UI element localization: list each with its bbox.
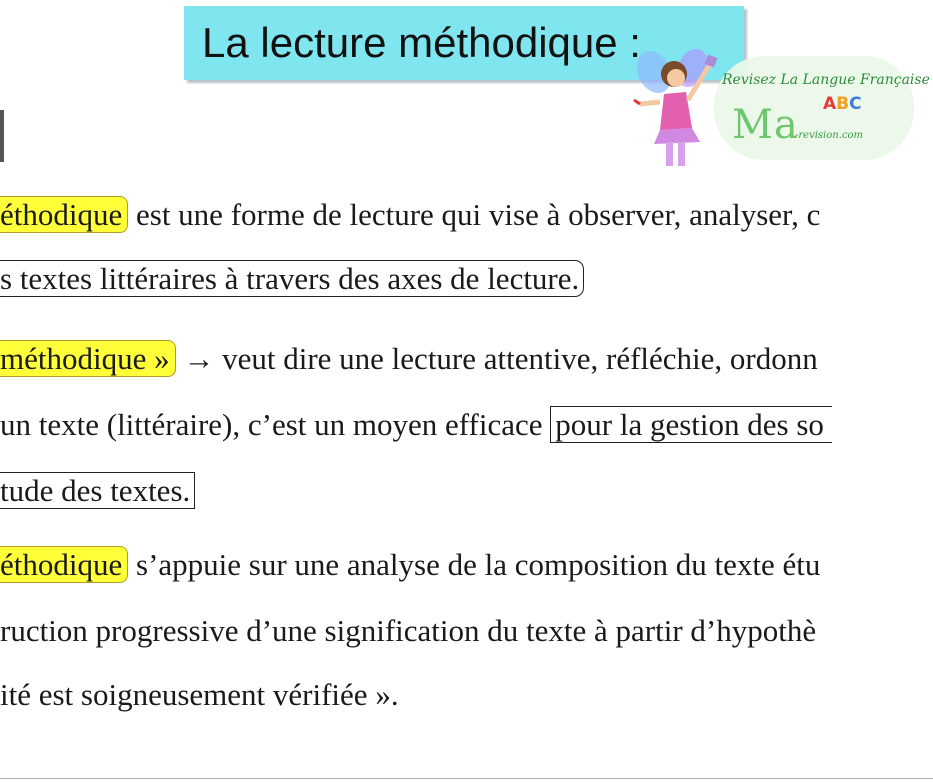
page-title: La lecture méthodique : (202, 19, 641, 66)
paragraph-text: → veut dire une lecture attentive, réfléchie, ordonn (183, 341, 818, 376)
paragraph-text: un texte (littéraire), c’est un moyen efficace (0, 407, 543, 442)
paragraph-3-line-2 (0, 612, 816, 650)
watermark-brand: Ma (732, 102, 799, 148)
bottom-divider (0, 778, 933, 779)
paragraph-text: est une forme de lecture qui vise à observer, analyser, c (136, 197, 821, 232)
watermark-letter-c: C (849, 94, 862, 114)
left-edge-mark (0, 110, 4, 162)
paragraph-2-line-1 (0, 340, 818, 378)
paragraph-1-line-2 (0, 260, 584, 298)
watermark-suffix: -revision.com (795, 130, 863, 141)
highlight-term: méthodique » (0, 340, 176, 377)
paragraph-text: s’appuie sur une analyse de la composition du texte étu (136, 547, 821, 582)
watermark-abc (823, 94, 862, 114)
paragraph-text: ité est soigneusement vérifiée ». (0, 677, 399, 712)
highlight-term: éthodique (0, 546, 128, 583)
watermark-logo (630, 42, 930, 172)
paragraph-3-line-3 (0, 676, 399, 714)
paragraph-text: ruction progressive d’une signification du texte à partir d’hypothè (0, 613, 817, 648)
paragraph-3-line-1 (0, 546, 820, 584)
watermark-letter-b: B (836, 94, 850, 114)
watermark-tagline: Revisez La Langue Française (722, 72, 930, 88)
boxed-phrase: tude des textes. (0, 472, 195, 509)
paragraph-2-line-3 (0, 472, 195, 510)
highlight-term: éthodique (0, 196, 128, 233)
boxed-phrase: s textes littéraires à travers des axes de lecture. (0, 260, 584, 297)
paragraph-2-line-2 (0, 406, 832, 444)
watermark-letter-a: A (823, 94, 837, 114)
paragraph-1-line-1 (0, 196, 820, 234)
boxed-phrase: pour la gestion des so (550, 406, 832, 443)
